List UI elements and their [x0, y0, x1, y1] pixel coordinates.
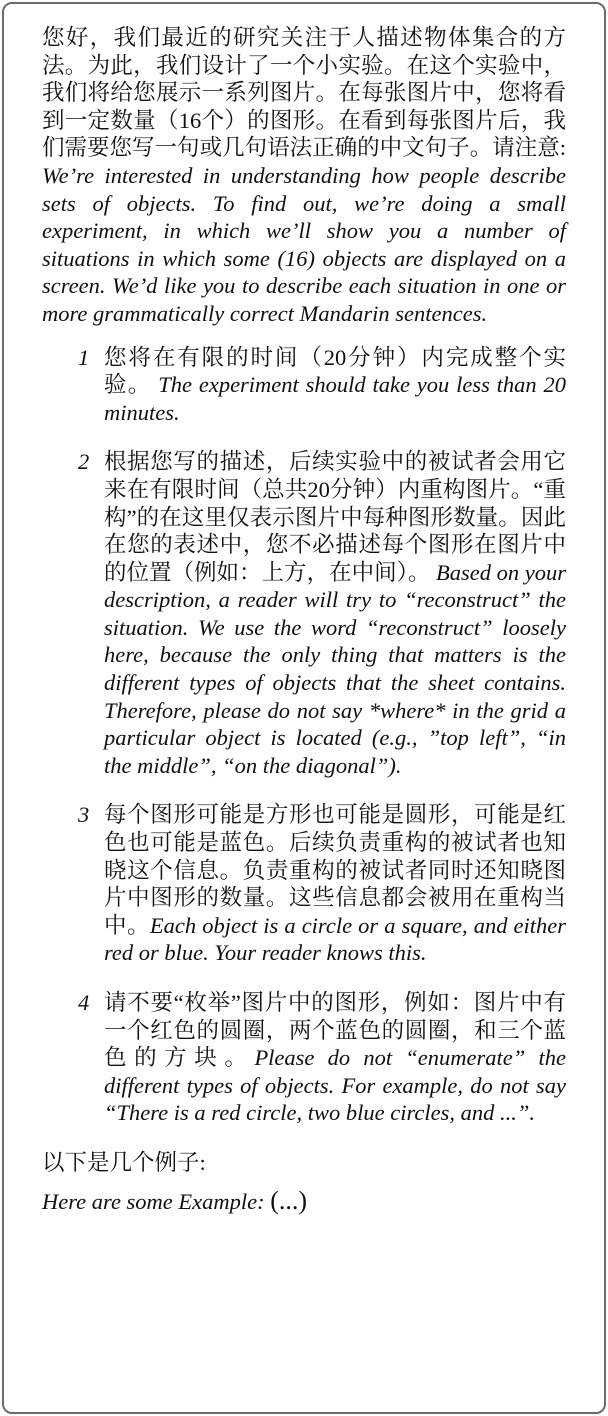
- list-item: [42, 344, 566, 427]
- list-item: [42, 989, 566, 1127]
- item-english: Each object is a circle or a square, and either red or blue. Your reader knows this.: [104, 912, 566, 966]
- item-number: 3: [78, 802, 90, 828]
- list-item: [42, 801, 566, 967]
- item-number: 2: [78, 449, 90, 475]
- examples-heading-chinese: 以下是几个例子:: [42, 1149, 206, 1175]
- item-english: Based on your description, a reader will try to “reconstruct” the situation. We use the word “reconstruct” loosely here, because the only thing that matters is the different types of objects that the sheet contains. Therefore, please do not say *where* in the grid a particular object is located (e.g., ”top left”, “in the middle”, “on the diagonal”).: [104, 559, 566, 778]
- list-item: [42, 448, 566, 779]
- item-number: 4: [78, 990, 90, 1015]
- item-chinese: 根据您写的描述，后续实验中的被试者会用它来在有限时间（总共20分钟）内重构图片。“重构”的在这里仅表示图片中每种图形数量。因此在您的表述中，您不必描述每个图形在图片中的位置（例如：上方，在中间）。: [104, 449, 566, 585]
- examples-ellipsis: (...): [270, 1185, 308, 1215]
- examples-english-text: Here are some Example:: [42, 1188, 265, 1214]
- item-chinese: 您将在有限的时间（20分钟）内完成整个实验。: [104, 344, 566, 398]
- examples-heading-english: [42, 1187, 566, 1216]
- item-english: The experiment should take you less than 20 minutes.: [104, 372, 566, 425]
- intro-english: We’re interested in understanding how people describe sets of objects. To find out, we’re doing a small experiment, in which we’ll show you a number of situations in which some (16) objects are displayed on a screen. We’d like you to describe each situation in one or more grammatically correct Mandarin sentences.: [42, 162, 566, 326]
- item-chinese: 请不要“枚举”图片中的图形，例如：图片中有一个红色的圆圈，两个蓝色的圆圈，和三个蓝色的方块。: [104, 990, 566, 1071]
- item-chinese: 每个图形可能是方形也可能是圆形，可能是红色也可能是蓝色。后续负责重构的被试者也知晓这个信息。负责重构的被试者同时还知晓图片中图形的数量。这些信息都会被用在重构当中。: [104, 802, 566, 938]
- intro-chinese: 您好，我们最近的研究关注于人描述物体集合的方法。为此，我们设计了一个小实验。在这个实验中，我们将给您展示一系列图片。在每张图片中，您将看到一定数量（16个）的图形。在看到每张图片后，我们需要您写一句或几句语法正确的中文句子。请注意:: [42, 25, 566, 161]
- item-english: Please do not “enumerate” the different types of objects. For example, do not say “There is a red circle, two blue circles, and ...”.: [104, 1045, 566, 1126]
- intro-paragraph: [42, 24, 566, 328]
- instructions-document: [42, 24, 566, 1215]
- instruction-list: [42, 344, 566, 1127]
- item-number: 1: [78, 344, 90, 370]
